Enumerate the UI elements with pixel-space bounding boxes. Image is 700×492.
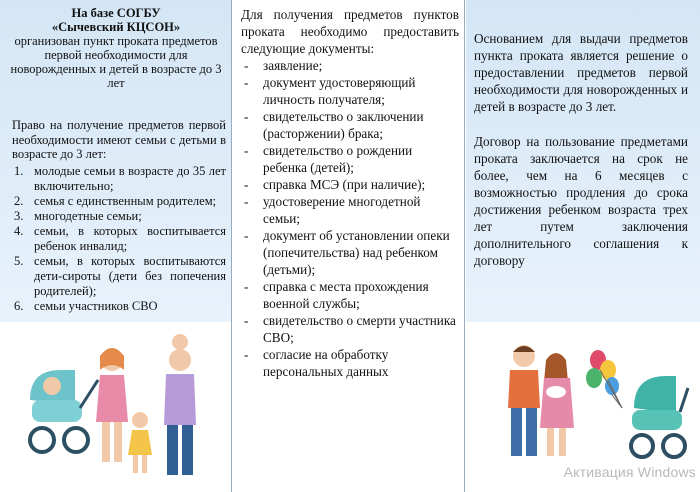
father-icon <box>508 345 540 456</box>
list-item: - документ об установлении опеки (попечительства) над ребенком (детьми); <box>244 228 450 277</box>
eligibility-list <box>12 164 226 314</box>
list-item: - согласие на обработку персональных данных <box>244 347 389 379</box>
column-terms <box>466 0 700 492</box>
list-item: 1. молодые семьи в возрасте до 35 лет включительно; <box>14 164 226 193</box>
center-heading <box>6 6 226 90</box>
documents-block <box>241 6 459 380</box>
family-with-stroller-illustration <box>20 330 220 480</box>
parents-with-stroller-illustration <box>494 338 690 462</box>
terms-paragraph-basis: Основанием для выдачи предметов пункта проката является решение о предоставлении предметов первой необходимости для новорожденных и детей в возрасте до 3 лет. <box>474 31 688 114</box>
documents-intro: Для получения предметов пунктов проката необходимо предоставить следующие документы: <box>241 7 459 56</box>
father-icon <box>164 334 196 475</box>
balloons-icon <box>586 350 622 408</box>
list-item: - свидетельство о смерти участника СВО; <box>244 313 456 345</box>
heading-rest: организован пункт проката предметов первой необходимости для новорожденных и детей в возрасте до 3 лет <box>10 34 222 90</box>
documents-list <box>241 57 459 380</box>
list-item: - удостоверение многодетной семьи; <box>244 194 421 226</box>
eligibility-intro: Право на получение предметов первой необходимости имеют семьи с детьми в возрасте до 3 лет: <box>12 118 226 161</box>
terms-block <box>474 30 688 287</box>
column-documents <box>233 0 465 492</box>
list-item: - свидетельство о заключении (расторжении) брака; <box>244 109 424 141</box>
list-item: 2. семья с единственным родителем; <box>14 194 217 208</box>
heading-line1: На базе СОГБУ <box>71 6 161 20</box>
column-eligibility <box>0 0 232 492</box>
stroller-icon <box>30 370 98 452</box>
mother-icon <box>540 353 574 456</box>
list-item: 4. семьи, в которых воспитывается ребенок инвалид; <box>14 224 226 253</box>
list-item: 6. семьи участников СВО <box>14 299 158 313</box>
stroller-icon <box>631 376 688 457</box>
windows-activation-watermark: Активация Windows <box>563 464 696 480</box>
list-item: 3. многодетные семьи; <box>14 209 142 223</box>
list-item: - справка МСЭ (при наличие); <box>244 177 426 192</box>
list-item: - свидетельство о рождении ребенка (детей); <box>244 143 413 175</box>
list-item: - документ удостоверяющий личность получателя; <box>244 75 416 107</box>
child-icon <box>128 412 152 473</box>
list-item: - заявление; <box>244 58 323 73</box>
terms-paragraph-contract: Договор на пользование предметами проката заключается на срок не более, чем на 6 месяцев с возможностью продления до срока достижения ребенком возраста трех лет путем заключения дополнительного соглашения к договору <box>474 134 688 268</box>
mother-icon <box>96 348 128 462</box>
list-item: - справка с места прохождения военной службы; <box>244 279 429 311</box>
list-item: 5. семьи, в которых воспитываются дети-сироты (дети без попечения родителей); <box>14 254 226 298</box>
heading-line2: «Сычевский КЦСОН» <box>51 20 181 34</box>
